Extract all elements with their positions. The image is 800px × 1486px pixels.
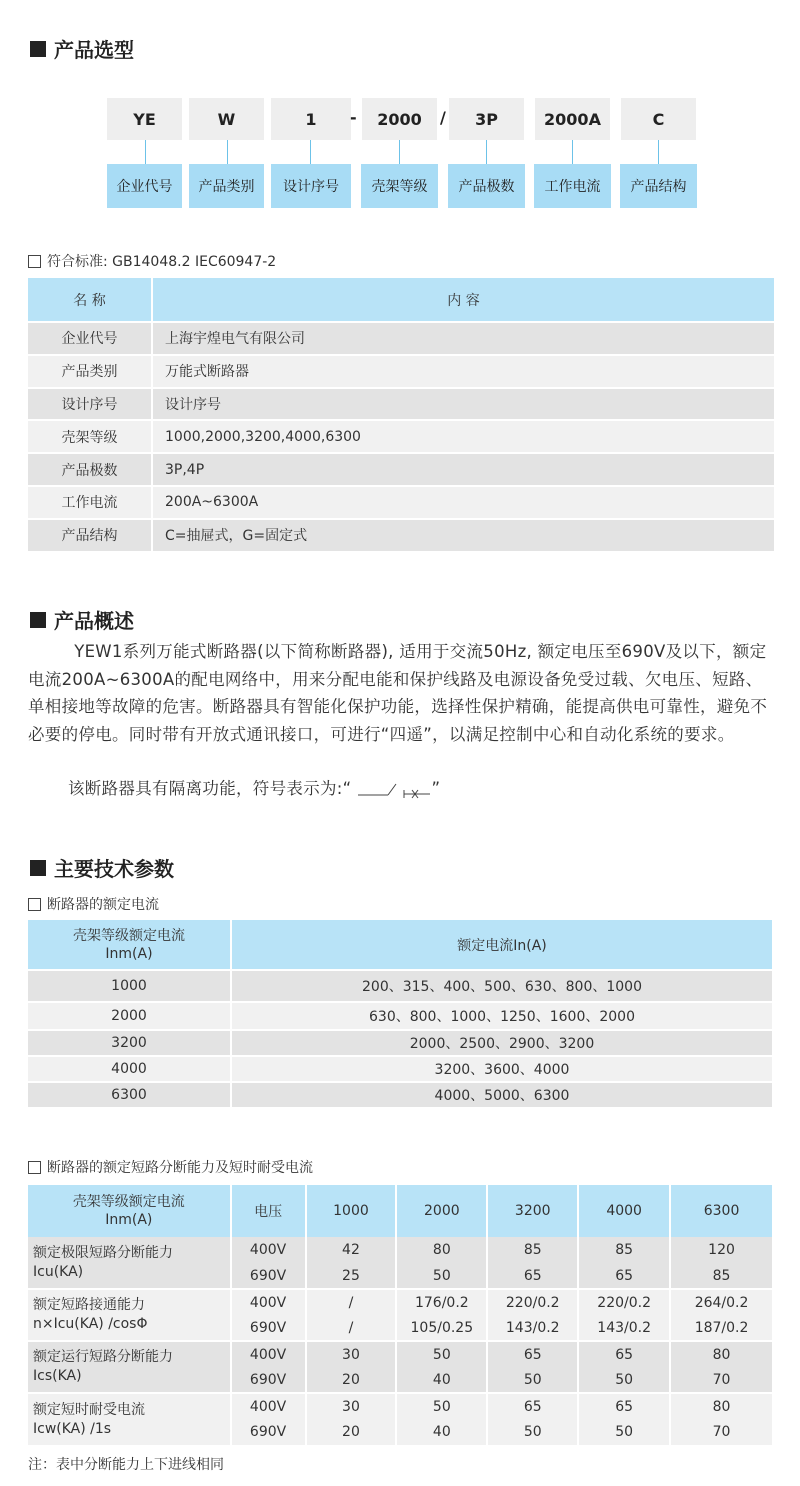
- table-cell: 200、315、400、500、630、800、1000: [231, 970, 773, 1002]
- code-box-category: W: [189, 98, 264, 140]
- table-cell: 400V: [231, 1289, 306, 1315]
- table-cell: 企业代号: [28, 322, 152, 355]
- table-row: [28, 486, 774, 519]
- table-cell: 400V: [231, 1341, 306, 1367]
- code-box-poles: 3P: [449, 98, 524, 140]
- checkbox-square-icon: [28, 898, 41, 911]
- table-row: [28, 1082, 773, 1108]
- table-cell: 65: [578, 1393, 670, 1419]
- table-cell: 50: [487, 1419, 578, 1445]
- table-header-cell: 额定电流In(A): [231, 920, 773, 970]
- table-cell: 工作电流: [28, 486, 152, 519]
- table-cell: 187/0.2: [670, 1315, 773, 1341]
- rated-current-table: [28, 920, 774, 1109]
- table-cell: 400V: [231, 1393, 306, 1419]
- table-cell: 30: [306, 1341, 397, 1367]
- section-title-text: 主要技术参数: [54, 857, 174, 881]
- table-cell: 6300: [28, 1082, 231, 1108]
- table-cell: 80: [396, 1237, 487, 1263]
- table-cell: 50: [396, 1341, 487, 1367]
- table-row: [28, 420, 774, 453]
- table-cell: C=抽屉式，G=固定式: [152, 519, 774, 552]
- table-cell: 产品极数: [28, 453, 152, 486]
- checkbox-square-icon: [28, 255, 41, 268]
- code-label-company: 企业代号: [107, 164, 182, 208]
- square-bullet-icon: [30, 860, 46, 876]
- subtitle-text: 断路器的额定短路分断能力及短时耐受电流: [47, 1160, 313, 1176]
- table-note: 注：表中分断能力上下进线相同: [28, 1457, 224, 1473]
- table-cell: 176/0.2: [396, 1289, 487, 1315]
- table-row: [28, 1237, 773, 1263]
- table-cell: 50: [578, 1419, 670, 1445]
- connector-line: [145, 140, 146, 164]
- table-cell: 70: [670, 1367, 773, 1393]
- table-cell: 壳架等级: [28, 420, 152, 453]
- standard-text: 符合标准: GB14048.2 IEC60947-2: [47, 254, 277, 270]
- table-cell: 40: [396, 1419, 487, 1445]
- table-cell: 4000、5000、6300: [231, 1082, 773, 1108]
- table-cell: 25: [306, 1263, 397, 1289]
- table-cell: 设计序号: [28, 388, 152, 421]
- table-row: [28, 1289, 773, 1315]
- table-cell: 50: [487, 1367, 578, 1393]
- table-cell: 30: [306, 1393, 397, 1419]
- table-header-cell: 2000: [396, 1185, 487, 1237]
- table-header-cell: 6300: [670, 1185, 773, 1237]
- table-cell: 80: [670, 1393, 773, 1419]
- standard-line: [28, 251, 276, 271]
- table-row: [28, 1056, 773, 1082]
- table-cell: 85: [670, 1263, 773, 1289]
- table-header-cell: 壳架等级额定电流 Inm(A): [28, 1185, 231, 1237]
- table-header-row: [28, 920, 773, 970]
- code-label-frame: 壳架等级: [361, 164, 438, 208]
- section-title-selection: [30, 34, 134, 63]
- code-label-category: 产品类别: [189, 164, 264, 208]
- table-cell: 690V: [231, 1367, 306, 1393]
- table-row: [28, 1341, 773, 1367]
- info-table: [28, 278, 774, 553]
- table-header-cell: 电压: [231, 1185, 306, 1237]
- code-label-current: 工作电流: [534, 164, 611, 208]
- table-row-label: 额定短路接通能力 n×Icu(KA) /cosΦ: [28, 1289, 231, 1341]
- table-cell: 105/0.25: [396, 1315, 487, 1341]
- code-box-current: 2000A: [535, 98, 610, 140]
- table-cell: 70: [670, 1419, 773, 1445]
- subtitle-text: 断路器的额定电流: [47, 897, 159, 913]
- table-cell: 3200: [28, 1030, 231, 1056]
- section-title-text: 产品概述: [54, 609, 134, 633]
- section-title-params: [30, 853, 174, 882]
- table-cell: 85: [487, 1237, 578, 1263]
- table-cell: 264/0.2: [670, 1289, 773, 1315]
- table-cell: /: [306, 1289, 397, 1315]
- code-label-poles: 产品极数: [448, 164, 525, 208]
- section-title-overview: [30, 605, 134, 634]
- table-cell: 3200、3600、4000: [231, 1056, 773, 1082]
- table-cell: 上海宇煌电气有限公司: [152, 322, 774, 355]
- connector-line: [486, 140, 487, 164]
- table-header-row: [28, 1185, 773, 1237]
- table-cell: 产品类别: [28, 355, 152, 388]
- table-cell: 65: [578, 1263, 670, 1289]
- table-cell: 65: [487, 1341, 578, 1367]
- table-cell: 3P,4P: [152, 453, 774, 486]
- table-cell: 50: [578, 1367, 670, 1393]
- connector-line: [227, 140, 228, 164]
- table-cell: 80: [670, 1341, 773, 1367]
- table-cell: 1000,2000,3200,4000,6300: [152, 420, 774, 453]
- table-row-label: 额定极限短路分断能力 Icu(KA): [28, 1237, 231, 1289]
- table-cell: 120: [670, 1237, 773, 1263]
- table-cell: 40: [396, 1367, 487, 1393]
- table-cell: 万能式断路器: [152, 355, 774, 388]
- code-separator-slash: /: [440, 108, 446, 127]
- isolation-symbol-icon: [352, 778, 432, 800]
- table-row: [28, 355, 774, 388]
- table-header-row: [28, 278, 774, 322]
- table-cell: 42: [306, 1237, 397, 1263]
- table-row: [28, 322, 774, 355]
- connector-line: [572, 140, 573, 164]
- table-row: [28, 1393, 773, 1419]
- table-row-label: 额定运行短路分断能力 Ics(KA): [28, 1341, 231, 1393]
- isolation-line: [28, 775, 776, 803]
- table-header-cell: 壳架等级额定电流 Inm(A): [28, 920, 231, 970]
- table-cell: 50: [396, 1263, 487, 1289]
- table-cell: 690V: [231, 1419, 306, 1445]
- table-row: [28, 388, 774, 421]
- table-cell: 400V: [231, 1237, 306, 1263]
- square-bullet-icon: [30, 41, 46, 57]
- table-row-label: 额定短时耐受电流 Icw(KA) /1s: [28, 1393, 231, 1445]
- table-cell: 65: [578, 1341, 670, 1367]
- table-cell: 85: [578, 1237, 670, 1263]
- table-cell: 4000: [28, 1056, 231, 1082]
- code-box-structure: C: [621, 98, 696, 140]
- connector-line: [310, 140, 311, 164]
- table-cell: 65: [487, 1263, 578, 1289]
- table-row: [28, 970, 773, 1002]
- code-box-company: YE: [107, 98, 182, 140]
- rated-current-subtitle: [28, 894, 159, 914]
- table-cell: 2000: [28, 1002, 231, 1030]
- checkbox-square-icon: [28, 1161, 41, 1174]
- code-label-structure: 产品结构: [620, 164, 697, 208]
- table-cell: 690V: [231, 1315, 306, 1341]
- table-cell: 65: [487, 1393, 578, 1419]
- table-cell: 220/0.2: [578, 1289, 670, 1315]
- table-cell: /: [306, 1315, 397, 1341]
- code-box-frame: 2000: [362, 98, 437, 140]
- table-cell: 50: [396, 1393, 487, 1419]
- table-cell: 220/0.2: [487, 1289, 578, 1315]
- table-row: [28, 1002, 773, 1030]
- isolation-text: 该断路器具有隔离功能，符号表示为:“: [68, 779, 352, 798]
- connector-line: [399, 140, 400, 164]
- table-cell: 1000: [28, 970, 231, 1002]
- table-cell: 产品结构: [28, 519, 152, 552]
- breaking-capacity-table: [28, 1185, 774, 1445]
- table-cell: 2000、2500、2900、3200: [231, 1030, 773, 1056]
- table-row: [28, 453, 774, 486]
- table-header-cell: 4000: [578, 1185, 670, 1237]
- table-header-cell: 名 称: [28, 278, 152, 322]
- table-cell: 143/0.2: [578, 1315, 670, 1341]
- table-cell: 20: [306, 1367, 397, 1393]
- table-header-cell: 1000: [306, 1185, 397, 1237]
- breaking-capacity-subtitle: [28, 1157, 313, 1177]
- square-bullet-icon: [30, 612, 46, 628]
- table-cell: 设计序号: [152, 388, 774, 421]
- section-title-text: 产品选型: [54, 38, 134, 62]
- table-row: [28, 519, 774, 552]
- code-separator-dash: -: [350, 108, 357, 127]
- table-cell: 143/0.2: [487, 1315, 578, 1341]
- overview-paragraph: YEW1系列万能式断路器(以下简称断路器), 适用于交流50Hz, 额定电压至690V及以下，额定电流200A~6300A的配电网络中，用来分配电能和保护线路及电源设备免受过载、欠电压、短路、单相接地等故障的危害。断路器具有智能化保护功能，选择性保护精确，能提高供电可靠性，避免不必要的停电。同时带有开放式通讯接口，可进行“四遥”，以满足控制中心和自动化系统的要求。: [28, 642, 768, 744]
- table-cell: 200A~6300A: [152, 486, 774, 519]
- code-label-design: 设计序号: [271, 164, 351, 208]
- connector-line: [658, 140, 659, 164]
- table-header-cell: 3200: [487, 1185, 578, 1237]
- table-cell: 20: [306, 1419, 397, 1445]
- table-cell: 690V: [231, 1263, 306, 1289]
- table-cell: 630、800、1000、1250、1600、2000: [231, 1002, 773, 1030]
- isolation-text-end: ”: [431, 779, 441, 798]
- table-header-cell: 内 容: [152, 278, 774, 322]
- table-row: [28, 1030, 773, 1056]
- code-box-design: 1: [271, 98, 351, 140]
